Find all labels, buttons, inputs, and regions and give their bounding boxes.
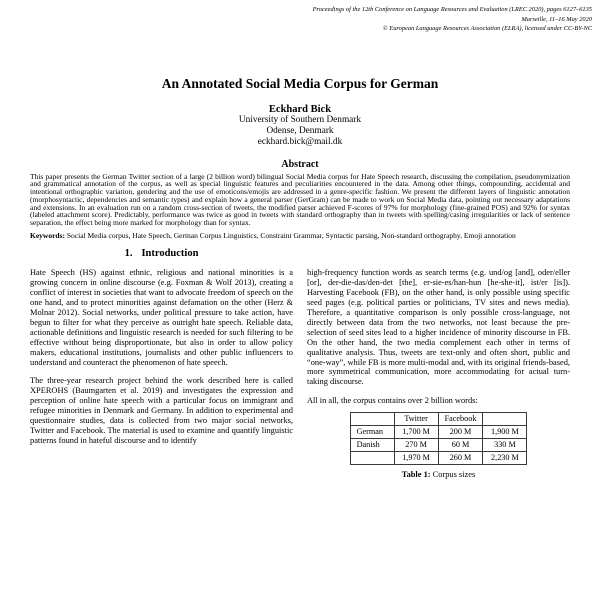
paper-title: An Annotated Social Media Corpus for German <box>161 75 439 91</box>
table-cell: Facebook <box>438 413 483 426</box>
table-cell: 1,900 M <box>483 426 527 439</box>
author-name: Eckhard Bick <box>268 103 332 115</box>
left-column <box>30 248 293 454</box>
section-1-title: Introduction <box>141 248 199 260</box>
table-header-row <box>350 413 527 426</box>
proceedings-header <box>30 5 592 34</box>
author-email: eckhard.bick@mail.dk <box>257 136 343 147</box>
intro-paragraph-4: All in all, the corpus contains over 2 billion words: <box>307 396 478 406</box>
section-1-heading <box>30 248 293 260</box>
right-column <box>307 248 570 479</box>
abstract-heading: Abstract <box>281 158 319 170</box>
table-cell: Danish <box>350 439 394 452</box>
proceedings-line-3: © European Language Resources Association (ELRA), licensed under CC-BY-NC <box>382 25 592 33</box>
keywords-label: Keywords: <box>30 230 65 240</box>
proceedings-line-1: Proceedings of the 12th Conference on Language Resources and Evaluation (LREC 2020), pages 6127–6135 <box>312 6 592 13</box>
table-cell: 270 M <box>394 439 438 452</box>
corpus-size-table <box>350 412 528 465</box>
table-cell: 1,970 M <box>394 452 438 465</box>
two-column-body <box>30 248 570 479</box>
table-cell <box>350 413 394 426</box>
table-caption-text: Corpus sizes <box>430 470 476 480</box>
abstract-text: This paper presents the German Twitter section of a large (2 billion word) bilingual Social Media corpus for Hate Speech research, discussing the compilation, pseudonymization and grammatical annotation of the corpus, as well as special linguistic features and peculiarities encountered in the data. Among other things, compounding, accidental and intentional orthographic variation, gendering and the use of emoticons/emojis are addressed in a genre-specific fashion. We present the different layers of linguistic annotation (morphosyntactic, dependencies and semantic types) and explain how a general parser (GerGram) can be made to work on Social Media data, pointing out necessary adaptations and extensions. In an evaluation run on a random cross-section of tweets, the modified parser achieved F-scores of 97% for morphology (fine-grained POS) and 92% for syntax (labeled attachment score). Predictably, performance was twice as good in tweets with standard orthography than in tweets with spelling/casing irregularities or lack of sentence separation, the effect being more marked for morphology than for syntax. <box>30 171 570 227</box>
table-cell: 260 M <box>438 452 483 465</box>
table-row-total <box>350 452 527 465</box>
table-row-german <box>350 426 527 439</box>
table-cell: 330 M <box>483 439 527 452</box>
table-cell: Twitter <box>394 413 438 426</box>
table-row-danish <box>350 439 527 452</box>
table-caption-label: Table 1: <box>401 470 431 480</box>
table-cell: German <box>350 426 394 439</box>
table-cell: 200 M <box>438 426 483 439</box>
table-cell: 1,700 M <box>394 426 438 439</box>
intro-paragraph-3: high-frequency function words as search terms (e.g. und/og [and], oder/eller [or], der-die-das/den-det [the], er-sie-es/han-hun [he-she-it], ist/er [is]). Harvesting Facebook (FB), on the other hand, is only possible using specific seed pages (e.g. political parties or politicians, TV sites and news media). Therefore, a quantitative comparison is only possible cross-language, not directly between data from the two networks, not least because the pre-selection of seed sites lead to a higher incidence of minority discourse in FB. On the other hand, the two media complement each other in terms of qualitative analysis. Thus, tweets are text-only and often short, public and “one-way”, while FB is more multi-modal and, with its original friends-based, more symmetrical communication, more accommodating for actual turn-taking discourse. <box>307 268 570 387</box>
keywords-line <box>30 232 570 240</box>
table-caption <box>307 470 570 479</box>
table-cell <box>350 452 394 465</box>
table-cell: 2,230 M <box>483 452 527 465</box>
keywords-text: Social Media corpus, Hate Speech, German Corpus Linguistics, Constraint Grammar, Syntactic parsing, Non-standard orthography, Emoji annotation <box>65 230 516 240</box>
intro-paragraph-1: Hate Speech (HS) against ethnic, religious and national minorities is a growing concern in online discourse (e.g. Foxman & Wolf 2013), creating a conflict of interest in societies that want to advocate freedom of speech on the one hand, and to protect minorities against defamation on the other (Herz & Molnar 2012). Social networks, under political pressure to take action, have begun to filter for what they perceive as outright hate speech. Reliable data, actionable definitions and linguistic research is needed for such filtering to be effective without being disproportionate, but also in order to allow policy makers, educational institutions, journalists and other public influencers to understand and counteract the phenomenon of hate speech. <box>30 268 293 367</box>
author-affiliation: University of Southern Denmark <box>238 114 362 125</box>
intro-paragraph-2: The three-year research project behind the work described here is called XPEROHS (Baumgarten et al. 2019) and investigates the expression and perception of online hate speech with a particular focus on immigrant and refugee minorities in Denmark and Germany. In addition to experimental and questionnaire studies, data is collected from two major social networks, Twitter and Facebook. The material is used to examine and quantify linguistic patterns found in hateful discourse and to identify <box>30 376 293 445</box>
author-block <box>30 104 570 148</box>
proceedings-line-2: Marseille, 11–16 May 2020 <box>521 15 592 23</box>
table-cell <box>483 413 527 426</box>
section-1-number: 1. <box>124 248 133 260</box>
table-cell: 60 M <box>438 439 483 452</box>
author-city: Odense, Denmark <box>266 125 334 136</box>
